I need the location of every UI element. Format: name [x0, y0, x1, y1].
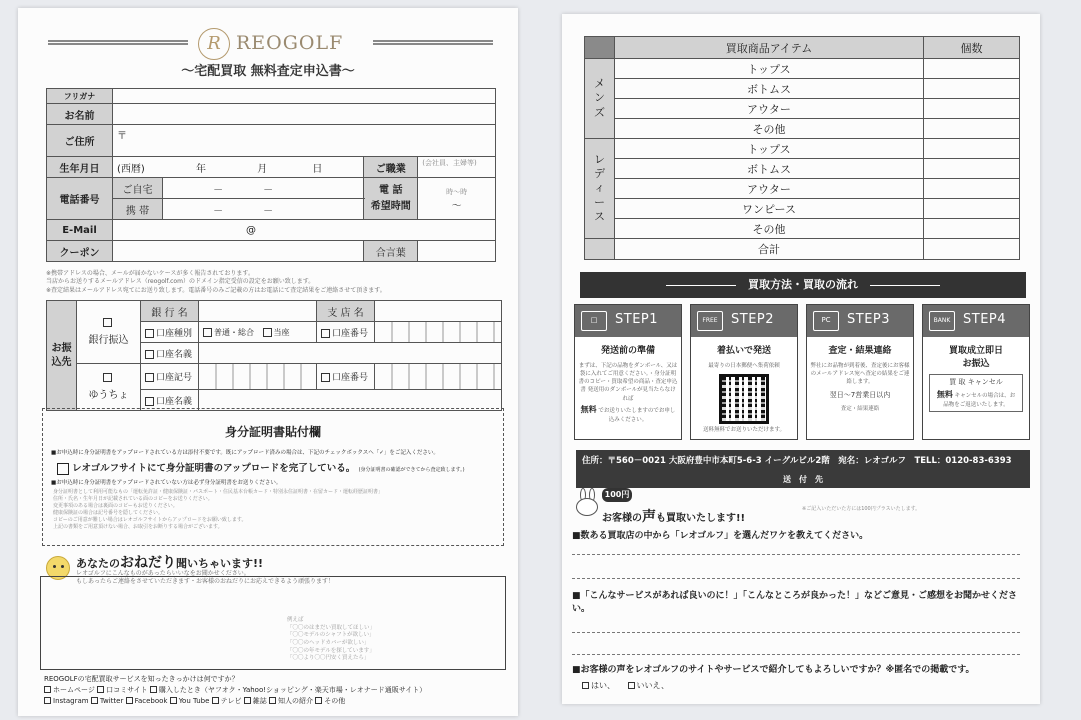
mens-count-field[interactable]	[924, 99, 1020, 119]
mens-count-field[interactable]	[924, 119, 1020, 139]
bank-transfer-table	[46, 300, 502, 411]
step-3-card	[806, 304, 914, 440]
yucho-account-number-checkbox[interactable]	[321, 373, 330, 382]
month-label: 月	[257, 163, 268, 175]
survey-section	[44, 674, 510, 707]
survey-checkbox[interactable]	[150, 686, 157, 693]
wish-title-pre: あなたの	[76, 557, 120, 570]
home-dash-2: －	[263, 184, 314, 196]
step-body: まずは、下記の品物をダンボール、又は袋に入れてご用意ください。・身分証明書のコピー・買取希望の商品・査定申込書 発送用のダンボールが見当たらなければ	[578, 362, 678, 402]
account-symbol-label	[141, 364, 199, 390]
yucho-account-holder-checkbox[interactable]	[145, 397, 154, 406]
ladies-item: ボトムス	[615, 159, 924, 179]
step-body2: 送料無料でお送りいただけます。	[702, 426, 786, 433]
application-form-sheet	[18, 8, 518, 716]
survey-checkbox[interactable]	[91, 697, 98, 704]
ladies-label: レディース	[585, 139, 615, 239]
id-document-section	[42, 408, 504, 546]
ladies-item: アウター	[615, 179, 924, 199]
call-time-tilde: ～	[451, 200, 462, 212]
brand-logo-icon: R	[198, 28, 230, 60]
step-1-card	[574, 304, 682, 440]
survey-option: You Tube	[178, 696, 210, 705]
account-type-options[interactable]	[199, 322, 317, 343]
home-dash-1: －	[213, 184, 264, 196]
survey-question: REOGOLFの宅配買取サービスを知ったきっかけは何ですか？	[44, 675, 239, 683]
item-table-corner	[585, 37, 615, 59]
step-title: 着払いで発送	[716, 346, 771, 356]
id-detail-line: 上記の書類をご用意頂けない場合、お取引をお断りする場合がございます。	[53, 523, 223, 530]
occupation-label: ご職業	[364, 157, 418, 178]
step-title: 買取成立即日	[948, 346, 1003, 356]
consent-yes-label: はい、	[591, 681, 615, 690]
address-label: ご住所	[47, 125, 113, 157]
wish-input-box[interactable]	[40, 576, 506, 670]
form-title: ～宅配買取 無料査定申込書～	[181, 64, 355, 79]
step-label: STEP4	[963, 312, 1007, 327]
era-label: (西暦)	[117, 163, 145, 175]
survey-checkbox[interactable]	[170, 697, 177, 704]
id-section-title: 身分証明書貼付欄	[224, 425, 321, 439]
total-label: 合計	[615, 239, 924, 260]
brand-name: REOGOLF	[236, 32, 344, 54]
ladies-item: トップス	[615, 139, 924, 159]
step-title-2: お振込	[962, 358, 990, 369]
yucho-account-holder-text: 口座名義	[156, 396, 193, 407]
step-body: 買 取 キャンセル	[949, 378, 1003, 387]
step-body2: キャンセルの場合は、お品物をご返送いたします。	[943, 392, 1016, 408]
voice-title-pre: お客様の	[602, 513, 642, 524]
qr-code-icon	[719, 374, 769, 424]
mens-item: トップス	[615, 59, 924, 79]
step-body-extra	[932, 389, 1020, 409]
password-field[interactable]	[418, 241, 496, 262]
header-rule-left	[48, 40, 188, 45]
step-title: 査定・結果連絡	[828, 346, 892, 356]
ladies-item: ワンピース	[615, 199, 924, 219]
step-body: 弊社にお品物が到着後、査定後にお客様のメールアドレス宛へ査定の結果をご連絡します。	[810, 362, 910, 386]
total-count-field[interactable]	[924, 239, 1020, 260]
note-line: ※携帯アドレスの場合、メールが届かないケースが多く報告されております。	[46, 270, 254, 277]
mens-label: メンズ	[585, 59, 615, 139]
survey-option: その他	[324, 696, 346, 705]
mobile-dash-1: －	[213, 205, 264, 217]
survey-checkbox[interactable]	[269, 697, 276, 704]
yucho-account-number-text: 口座番号	[332, 373, 369, 383]
total-corner	[585, 239, 615, 260]
survey-option: 雑誌	[252, 696, 267, 705]
current-checkbox[interactable]	[263, 328, 272, 337]
branch-name-label: 支 店 名	[317, 301, 375, 322]
ordinary-label: 普通・総合	[214, 327, 254, 337]
consent-no-label: いいえ、	[636, 681, 670, 690]
birthday-label: 生年月日	[47, 157, 113, 178]
yucho-account-number-label	[317, 364, 375, 390]
flow-title: 買取方法・買取の流れ	[748, 278, 858, 291]
mobile-dash-2: －	[263, 205, 314, 217]
voice-title	[602, 506, 745, 526]
ordinary-checkbox[interactable]	[203, 328, 212, 337]
voice-badge: 100円	[602, 488, 632, 502]
survey-option: 口コミサイト	[106, 685, 148, 694]
survey-option: 知人の紹介	[277, 696, 313, 705]
answer-line[interactable]	[572, 632, 1020, 633]
birthday-field[interactable]	[113, 157, 364, 178]
account-number-text: 口座番号	[332, 328, 369, 339]
survey-checkbox[interactable]	[244, 697, 251, 704]
note-line: ※査定結果はメールアドレス宛てにお送り致します。電話番号のみご記載の方はお電話にて査定結果をご連絡させて頂きます。	[46, 286, 386, 294]
survey-checkbox[interactable]	[44, 686, 51, 693]
mens-count-field[interactable]	[924, 79, 1020, 99]
bank-name-label: 銀 行 名	[141, 301, 199, 322]
address-bar: 住所：〒560－0021 大阪府豊中市本町5-6-3 イーグルビル2階 宛名：レオゴルフ TELL：0120-83-6393	[576, 450, 1030, 472]
transfer-destination-label: お振込先	[47, 301, 77, 411]
consent-no-checkbox[interactable]	[628, 682, 635, 689]
email-label: E-Mail	[47, 220, 113, 241]
step-label: STEP3	[847, 312, 891, 327]
question-1: ■数ある買取店の中から「レオゴルフ」を選んだワケを教えてください。	[572, 531, 869, 541]
account-type-checkbox[interactable]	[145, 329, 154, 338]
email-field[interactable]	[113, 220, 496, 241]
survey-row-2	[44, 696, 510, 707]
mobile-phone-field[interactable]	[163, 199, 364, 220]
wish-example: 「〇〇の年モデルを探しています」	[287, 647, 375, 654]
survey-row-1	[44, 685, 510, 696]
home-phone-label: ご自宅	[113, 178, 163, 199]
id-upload-checkbox-label: レオゴルフサイトにて身分証明書のアップロードを完了している。	[72, 463, 356, 474]
wish-title	[76, 552, 263, 572]
answer-line[interactable]	[572, 554, 1020, 555]
id-detail-line: コピーのご用意が難しい場合はレオゴルフサイトからアップロードをお願い致します。	[53, 516, 247, 523]
wish-example: 「〇〇のヘッドカバーが欲しい」	[287, 640, 370, 647]
occupation-field[interactable]	[418, 157, 496, 178]
survey-checkbox[interactable]	[212, 697, 219, 704]
step-body2: 査定・結果連絡	[840, 405, 880, 412]
mens-item: ボトムス	[615, 79, 924, 99]
account-symbol-text: 口座記号	[156, 373, 193, 383]
step-2-card	[690, 304, 798, 440]
yucho-option[interactable]	[77, 364, 141, 411]
password-label: 合言葉	[364, 241, 418, 262]
coupon-field[interactable]	[113, 241, 364, 262]
id-upload-checkbox-row[interactable]	[57, 460, 503, 475]
bank-transfer-label: 銀行振込	[88, 335, 129, 346]
call-time-field[interactable]	[418, 178, 496, 220]
id-upload-checkbox[interactable]	[57, 463, 69, 475]
step-label: STEP1	[615, 312, 659, 327]
survey-option: Instagram	[53, 696, 89, 705]
answer-line[interactable]	[572, 654, 1020, 655]
wish-title-emph: おねだり	[120, 555, 176, 571]
sender-label: 送 付 先	[576, 472, 1030, 488]
purchase-items-table	[584, 36, 1020, 260]
email-notes	[46, 270, 386, 295]
survey-checkbox[interactable]	[315, 697, 322, 704]
account-type-text: 口座種別	[156, 328, 193, 339]
email-at-mark: @	[246, 224, 256, 236]
survey-option: ホームページ	[53, 685, 95, 694]
address-field[interactable]	[113, 125, 496, 157]
consent-yes-checkbox[interactable]	[582, 682, 589, 689]
wish-example: 「〇〇より〇〇円安く買えたら」	[287, 655, 370, 662]
account-holder-text: 口座名義	[156, 349, 193, 360]
id-upload-note: ■お申込時に身分証明書をアップロードされている方は添付不要です。既にアップロード済みの場合は、下記のチェックボックスへ「✓」をご記入ください。	[51, 450, 439, 456]
question-2: ■「こんなサービスがあれば良いのに！」「こんなところが良かった！」などご意見・ご感想をお聞かせください。	[572, 591, 1018, 614]
wish-example: 「〇〇モデルのシャフトが欲しい」	[287, 632, 375, 639]
item-header: 買取商品アイテム	[615, 37, 924, 59]
mens-count-field[interactable]	[924, 59, 1020, 79]
account-symbol-checkbox[interactable]	[145, 373, 154, 382]
bank-icon: BANK	[929, 311, 955, 331]
bank-transfer-option[interactable]	[77, 301, 141, 364]
call-time-label-1: 電 話	[379, 184, 403, 196]
ladies-count-field[interactable]	[924, 159, 1020, 179]
ladies-count-field[interactable]	[924, 219, 1020, 239]
step-body2: でお送りいたしますのでお申し込みください。	[598, 407, 676, 423]
step-body-extra	[575, 404, 681, 424]
postal-mark: 〒	[117, 131, 127, 142]
id-upload-checkbox-note: (身分証明書の確認ができてから査定致します。)	[358, 467, 465, 473]
ladies-item: その他	[615, 219, 924, 239]
wish-sub-line: もしあったらご連絡をさせていただきます・お客様のおねだりにお応えできるよう頑張ります！	[76, 578, 334, 586]
account-holder-field[interactable]	[199, 343, 502, 364]
furigana-label: フリガナ	[47, 89, 113, 104]
survey-option: 購入したとき（ヤフオク・Yahoo!ショッピング・楽天市場・レオナード通販サイト）	[158, 685, 427, 694]
year-label: 年	[196, 163, 206, 175]
coupon-label: クーポン	[47, 241, 113, 262]
survey-checkbox[interactable]	[44, 697, 51, 704]
time-unit-note: 時～時	[446, 187, 468, 196]
account-symbol-field[interactable]	[199, 364, 317, 390]
truck-icon: FREE	[697, 311, 723, 331]
yucho-checkbox[interactable]	[103, 373, 112, 382]
step-title: 発送前の準備	[600, 346, 655, 356]
survey-option: Twitter	[99, 696, 124, 705]
id-details	[53, 489, 503, 531]
ladies-count-field[interactable]	[924, 199, 1020, 219]
voice-note: ※ご記入いただいた方には100円プラスいたします。	[802, 506, 921, 512]
step-emph: 無料	[580, 404, 597, 414]
day-label: 日	[312, 163, 323, 175]
ladies-count-field[interactable]	[924, 139, 1020, 159]
id-detail-line: 住所・氏名・生年月日が記載されている面のコピーをお送りください。	[53, 495, 213, 502]
voice-title-post: も買取いたします!!	[656, 513, 746, 524]
account-holder-label	[141, 343, 199, 364]
mens-item: アウター	[615, 99, 924, 119]
bank-name-field[interactable]	[199, 301, 317, 322]
id-detail-line: 身分証明書として利用可能なもの「運転免許証・健康保険証・パスポート・住民基本台帳カード・特別永住証明書・在留カード・運転経歴証明書」	[53, 488, 384, 495]
name-label: お名前	[47, 104, 113, 125]
survey-checkbox[interactable]	[97, 686, 104, 693]
step-emph: 無料	[936, 389, 953, 399]
call-time-label	[364, 178, 418, 220]
id-detail-line: 変更事項のある場合は裏面のコピーもお送りください。	[53, 502, 178, 509]
note-line: 当店からお送りするメールアドレス（reogolf.com）のドメイン指定受信の設定をお願い致します。	[46, 278, 315, 286]
wish-example: 「〇〇のはまだい買取してほしい」	[287, 624, 376, 631]
wish-example: 例えば	[287, 617, 304, 623]
step-body: 最寄りの日本郵便へ集荷依頼	[708, 362, 780, 369]
question-3: ■お客様の声をレオゴルフのサイトやサービスで紹介してもよろしいですか？※匿名での掲載です。	[572, 665, 975, 675]
customer-info-table	[46, 88, 496, 262]
call-time-label-2: 希望時間	[370, 200, 411, 212]
box-icon: □	[581, 311, 607, 331]
laptop-icon: PC	[813, 311, 839, 331]
account-number-label	[317, 322, 375, 343]
survey-checkbox[interactable]	[126, 697, 133, 704]
mens-item: その他	[615, 119, 924, 139]
ladies-count-field[interactable]	[924, 179, 1020, 199]
wish-examples	[287, 617, 375, 663]
id-detail-line: 健康保険証の場合は記号番号を隠してください。	[53, 509, 164, 516]
id-send-note: ■お申込時に身分証明書をアップロードされていない方は必ず身分証明書をお送りください。	[51, 479, 282, 486]
survey-option: Facebook	[134, 696, 168, 705]
step-4-card	[922, 304, 1030, 440]
furigana-field[interactable]	[113, 89, 496, 104]
wish-sub-line: レオゴルフにこんなものがあったらいいなをお聞かせください。	[76, 570, 250, 577]
wish-title-post: 聞いちゃいます!!	[176, 557, 264, 570]
home-phone-field[interactable]	[163, 178, 364, 199]
bank-transfer-checkbox[interactable]	[103, 318, 112, 327]
mobile-phone-label: 携 帯	[113, 199, 163, 220]
account-holder-checkbox[interactable]	[145, 350, 154, 359]
yucho-account-number-field[interactable]	[375, 364, 502, 390]
survey-option: テレビ	[220, 696, 242, 705]
occupation-note: (会社員、主婦等)	[422, 159, 477, 167]
cancel-box	[929, 374, 1023, 412]
consent-options	[582, 680, 669, 691]
voice-title-emph: 声	[642, 509, 656, 525]
step-emph: 翌日〜7営業日以内	[829, 391, 891, 400]
account-number-checkbox[interactable]	[321, 329, 330, 338]
account-number-field[interactable]	[375, 322, 502, 343]
item-list-sheet	[562, 14, 1040, 704]
branch-name-field[interactable]	[375, 301, 502, 322]
count-header: 個数	[924, 37, 1020, 59]
name-field[interactable]	[113, 104, 496, 125]
yucho-label: ゆうちょ	[88, 390, 129, 401]
phone-label: 電話番号	[47, 178, 113, 220]
answer-line[interactable]	[572, 578, 1020, 579]
account-type-label	[141, 322, 199, 343]
header-rule-right	[373, 40, 493, 45]
step-label: STEP2	[731, 312, 775, 327]
flow-title-bar	[580, 272, 1026, 298]
current-label: 当座	[273, 327, 290, 337]
